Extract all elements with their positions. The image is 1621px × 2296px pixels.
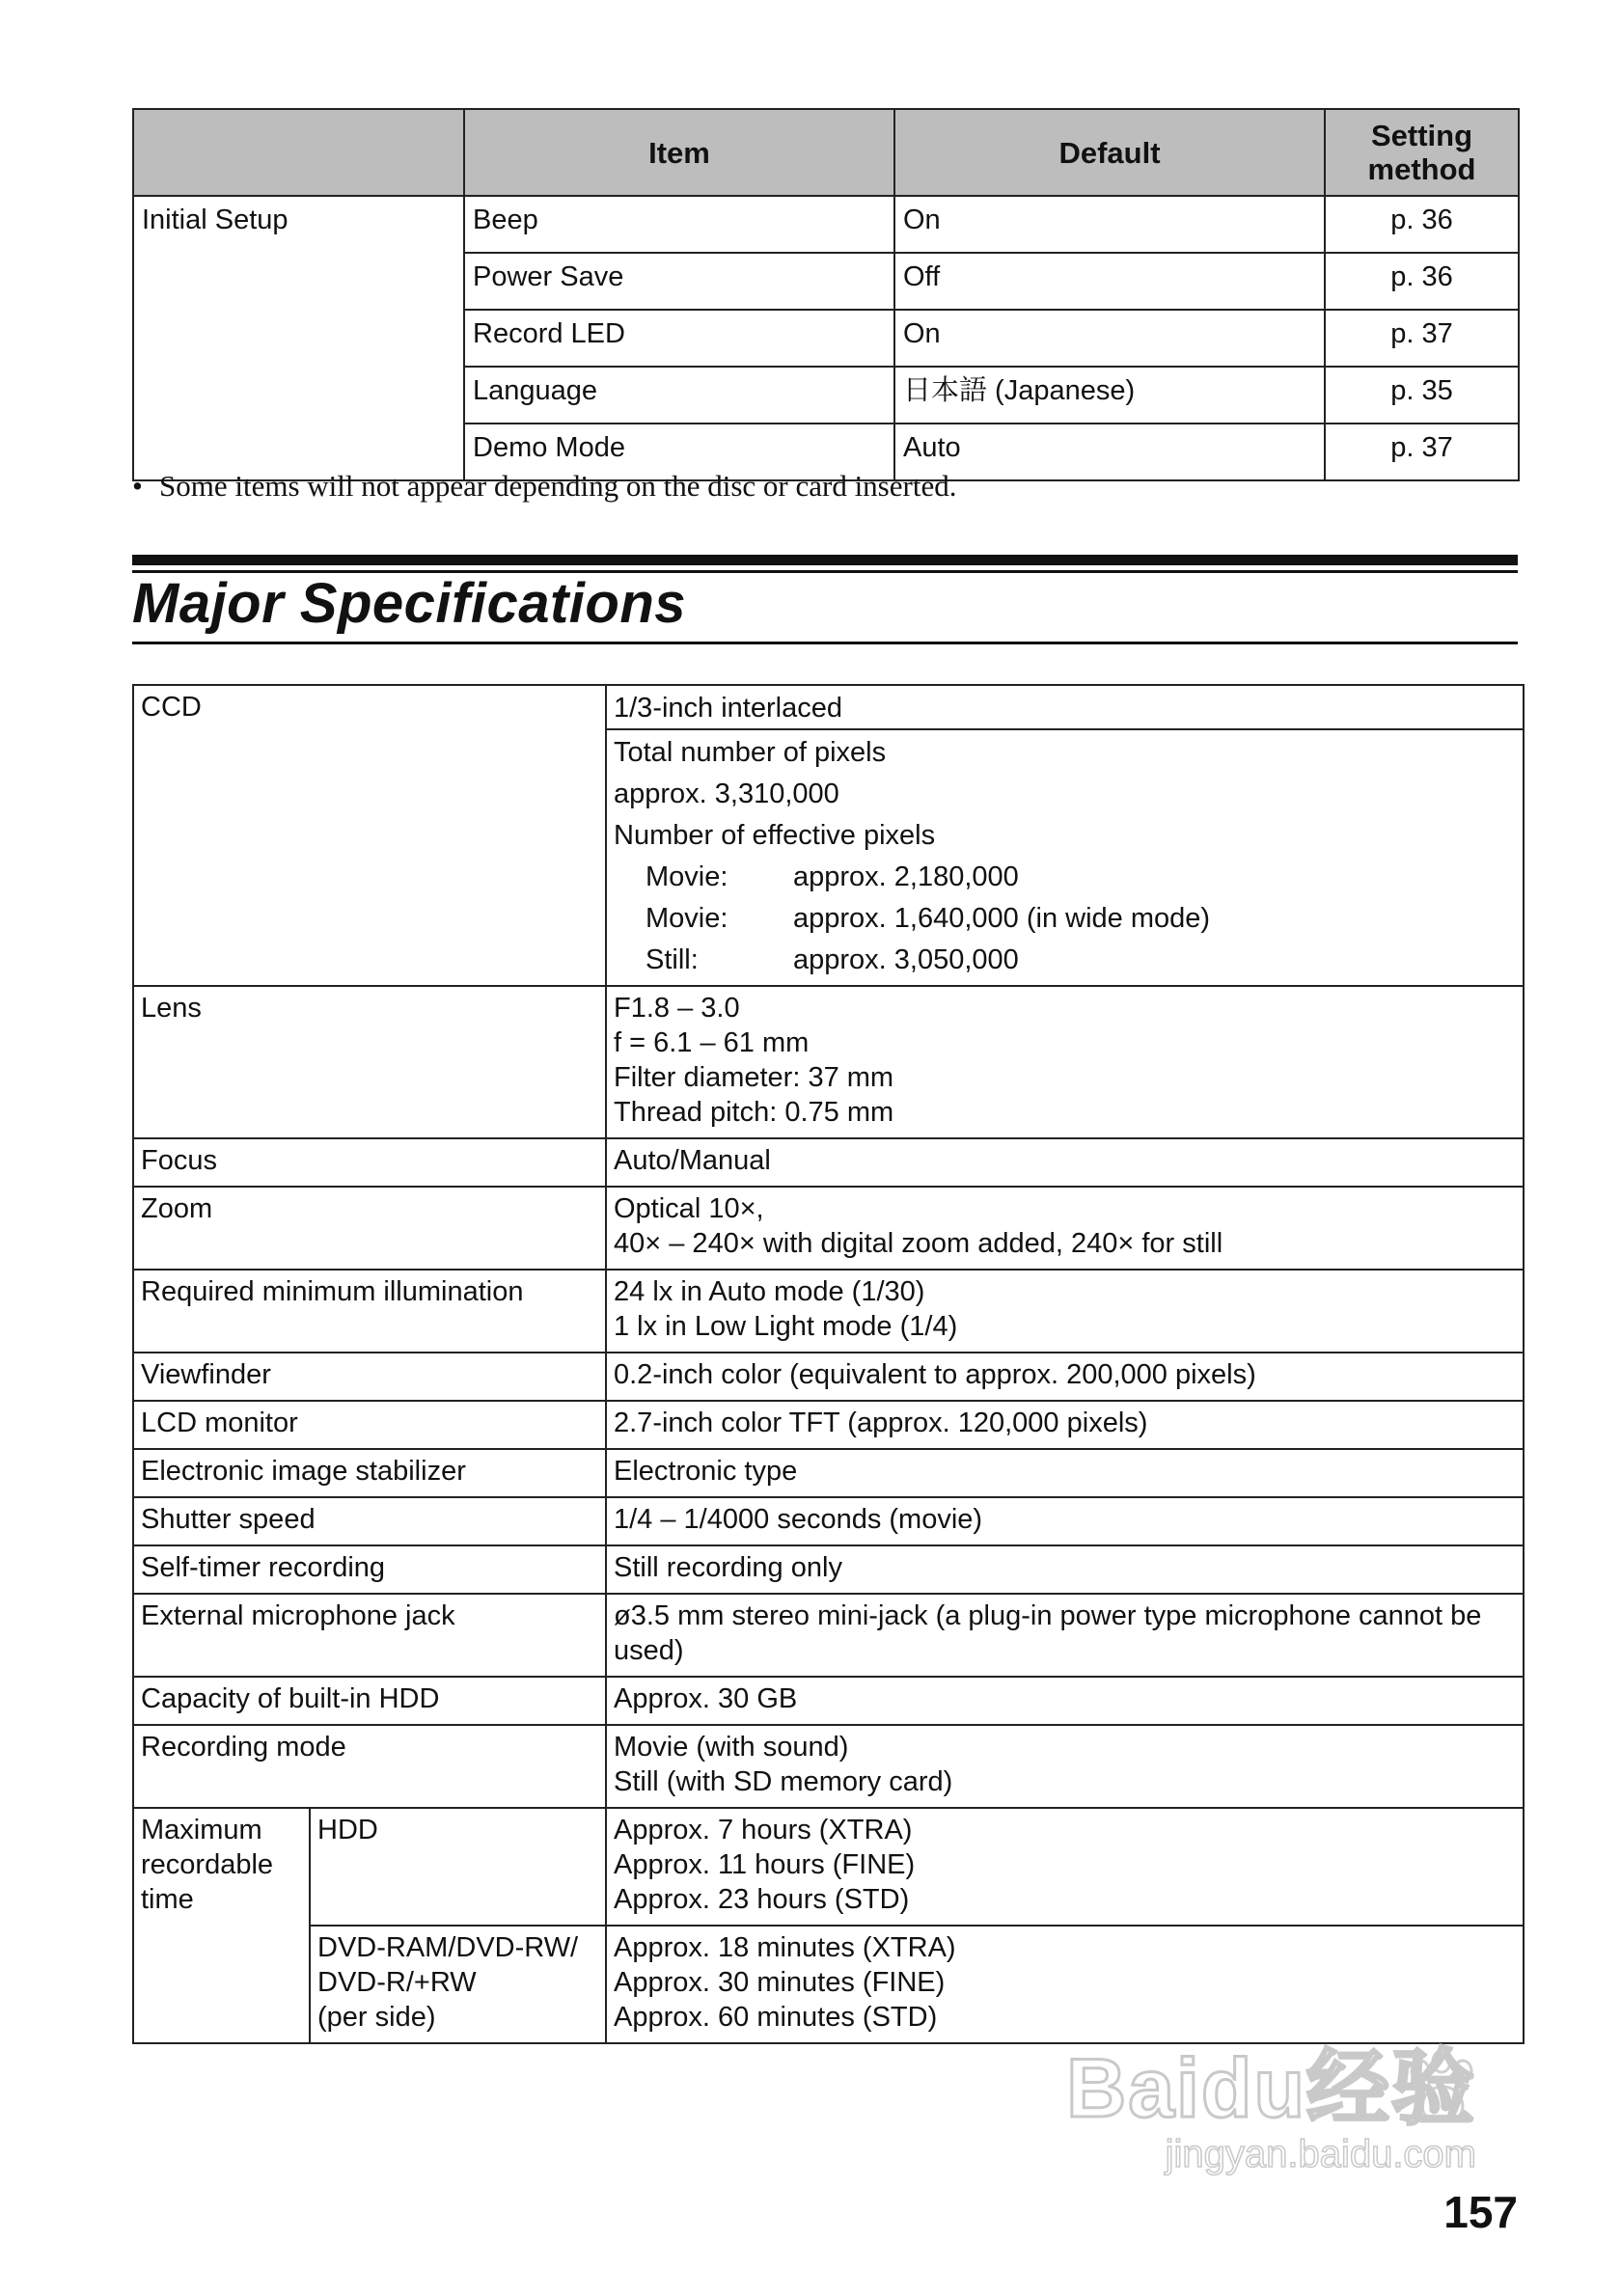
spec-value (606, 1808, 1524, 1926)
spec-label-max-time (133, 1808, 310, 2043)
ccd-effective-label: Number of effective pixels (614, 820, 936, 851)
spec-label: Self-timer recording (133, 1545, 606, 1594)
settings-header-item: Item (464, 109, 894, 196)
settings-header-default: Default (894, 109, 1325, 196)
spec-label: Lens (133, 986, 606, 1138)
setting-page-ref: p. 35 (1325, 367, 1519, 424)
footnote (132, 469, 1518, 504)
spec-value-line: Filter diameter: 37 mm (614, 1062, 894, 1093)
watermark-url: jingyan.baidu.com (1165, 2133, 1476, 2175)
spec-label-line: time (141, 1884, 194, 1915)
spec-label: Capacity of built-in HDD (133, 1677, 606, 1725)
heading-underline (132, 642, 1518, 644)
ccd-mode: Movie: (646, 903, 728, 934)
spec-row-focus (133, 1138, 1524, 1187)
spec-value (606, 1926, 1524, 2043)
spec-sublabel-dvd (310, 1926, 606, 2043)
watermark-brand: Baidu经验 (1066, 2042, 1476, 2135)
ccd-total-label: Total number of pixels (614, 737, 887, 768)
spec-value (606, 1187, 1524, 1270)
spec-value (606, 1270, 1524, 1353)
setting-item: Beep (464, 196, 894, 253)
spec-value (606, 986, 1524, 1138)
spec-row-lcd (133, 1401, 1524, 1449)
spec-label: Electronic image stabilizer (133, 1449, 606, 1497)
spec-value-line: Thread pitch: 0.75 mm (614, 1097, 894, 1128)
spec-label-line: DVD-RAM/DVD-RW/ (317, 1932, 579, 1963)
spec-label: Recording mode (133, 1725, 606, 1808)
ccd-mode-value: approx. 1,640,000 (in wide mode) (793, 903, 1211, 934)
spec-row-hdd-capacity (133, 1677, 1524, 1725)
spec-label: Viewfinder (133, 1353, 606, 1401)
spec-value-line: Approx. 18 minutes (XTRA) (614, 1932, 956, 1963)
spec-value-line: 1 lx in Low Light mode (1/4) (614, 1311, 958, 1342)
section-title: Major Specifications (132, 572, 687, 635)
spec-value: 1/4 – 1/4000 seconds (movie) (606, 1497, 1524, 1545)
spec-value: Approx. 30 GB (606, 1677, 1524, 1725)
spec-value: Auto/Manual (606, 1138, 1524, 1187)
spec-row-stabilizer (133, 1449, 1524, 1497)
settings-header-method: Setting method (1325, 109, 1519, 196)
setting-page-ref: p. 36 (1325, 196, 1519, 253)
spec-row-illumination (133, 1270, 1524, 1353)
spec-value-line: 40× – 240× with digital zoom added, 240× for still (614, 1228, 1223, 1259)
spec-value: 0.2-inch color (equivalent to approx. 200,000 pixels) (606, 1353, 1524, 1401)
spec-label-line: (per side) (317, 2002, 436, 2033)
setting-default: 日本語 (Japanese) (894, 367, 1325, 424)
ccd-mode: Still: (646, 944, 699, 975)
table-row (133, 196, 1519, 253)
spec-row-shutter (133, 1497, 1524, 1545)
spec-value: 2.7-inch color TFT (approx. 120,000 pixels) (606, 1401, 1524, 1449)
setting-item: Demo Mode (464, 424, 894, 480)
spec-row-lens (133, 986, 1524, 1138)
settings-header-row (133, 109, 1519, 196)
spec-label: Zoom (133, 1187, 606, 1270)
spec-row-recording-mode (133, 1725, 1524, 1808)
spec-value-line: F1.8 – 3.0 (614, 993, 740, 1024)
spec-label-line: recordable (141, 1849, 274, 1880)
spec-label: LCD monitor (133, 1401, 606, 1449)
setting-default: Auto (894, 424, 1325, 480)
page-number: 157 (1443, 2187, 1518, 2237)
setting-page-ref: p. 37 (1325, 424, 1519, 480)
spec-row-self-timer (133, 1545, 1524, 1594)
setting-default: On (894, 196, 1325, 253)
spec-table (132, 684, 1525, 2044)
spec-row-zoom (133, 1187, 1524, 1270)
settings-group-initial-setup: Initial Setup (133, 196, 464, 480)
ccd-effective-item (607, 896, 1523, 938)
spec-value-line: f = 6.1 – 61 mm (614, 1027, 810, 1058)
settings-table (132, 108, 1520, 481)
ccd-mode-value: approx. 2,180,000 (793, 861, 1019, 892)
setting-item: Record LED (464, 310, 894, 367)
setting-page-ref: p. 37 (1325, 310, 1519, 367)
spec-row-max-time-hdd (133, 1808, 1524, 1926)
spec-row-viewfinder (133, 1353, 1524, 1401)
ccd-mode: Movie: (646, 861, 728, 892)
spec-label-line: Maximum (141, 1815, 262, 1845)
spec-value (606, 685, 1524, 986)
spec-value: ø3.5 mm stereo mini-jack (a plug-in power type microphone cannot be used) (606, 1594, 1524, 1677)
spec-label: Shutter speed (133, 1497, 606, 1545)
spec-value-line: 24 lx in Auto mode (1/30) (614, 1276, 925, 1307)
bullet-icon: • (132, 469, 143, 503)
spec-label-line: DVD-R/+RW (317, 1967, 477, 1998)
watermark (1066, 2042, 1476, 2176)
spec-row-ccd (133, 685, 1524, 986)
spec-row-mic-jack (133, 1594, 1524, 1677)
ccd-effective-item (607, 855, 1523, 896)
spec-value-line: Approx. 60 minutes (STD) (614, 2002, 938, 2033)
spec-value-line: Approx. 11 hours (FINE) (614, 1849, 916, 1880)
spec-value-line: Approx. 30 minutes (FINE) (614, 1967, 946, 1998)
setting-page-ref: p. 36 (1325, 253, 1519, 310)
setting-item: Language (464, 367, 894, 424)
settings-header-category (133, 109, 464, 196)
footnote-text: Some items will not appear depending on the disc or card inserted. (159, 469, 957, 503)
ccd-mode-value: approx. 3,050,000 (793, 944, 1019, 975)
spec-row-max-time-dvd (133, 1926, 1524, 2043)
spec-value-line: Approx. 23 hours (STD) (614, 1884, 910, 1915)
spec-label: Required minimum illumination (133, 1270, 606, 1353)
spec-value-line: Still (with SD memory card) (614, 1766, 953, 1797)
spec-label: CCD (133, 685, 606, 986)
spec-label: Focus (133, 1138, 606, 1187)
setting-default: On (894, 310, 1325, 367)
spec-sublabel-hdd: HDD (310, 1808, 606, 1926)
ccd-total-value: approx. 3,310,000 (614, 779, 839, 809)
setting-item: Power Save (464, 253, 894, 310)
spec-value (606, 1725, 1524, 1808)
spec-label: External microphone jack (133, 1594, 606, 1677)
ccd-type: 1/3-inch interlaced (607, 686, 1523, 730)
heading-rule-thick (132, 555, 1518, 565)
setting-default: Off (894, 253, 1325, 310)
spec-value-line: Approx. 7 hours (XTRA) (614, 1815, 913, 1845)
spec-value-line: Optical 10×, (614, 1193, 764, 1224)
spec-value-line: Movie (with sound) (614, 1732, 849, 1763)
spec-value: Electronic type (606, 1449, 1524, 1497)
spec-value: Still recording only (606, 1545, 1524, 1594)
ccd-effective-item (607, 938, 1523, 985)
